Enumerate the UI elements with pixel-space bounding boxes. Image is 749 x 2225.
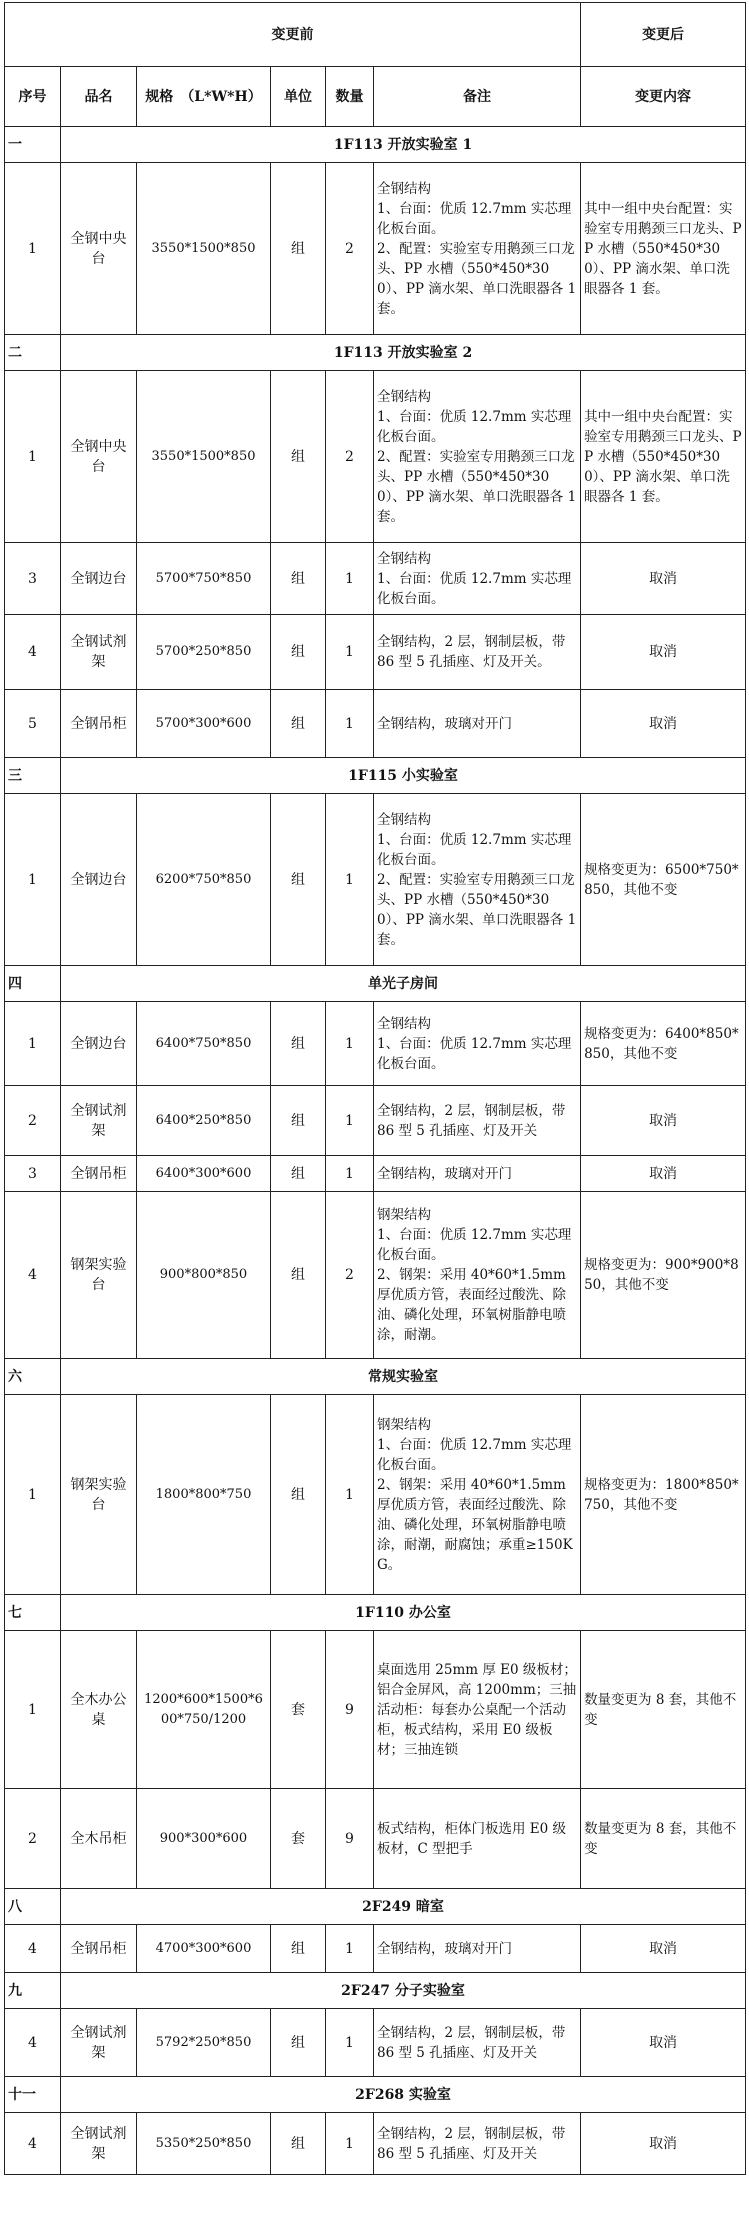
section-header-row [5,1973,746,2009]
item-qty: 1 [326,543,374,615]
item-change: 规格变更为：900*900*850，其他不变 [581,1192,746,1359]
item-unit: 组 [271,1156,326,1192]
section-number: 一 [5,127,61,163]
table-row [5,1925,746,1973]
item-qty: 1 [326,1156,374,1192]
table-row [5,1192,746,1359]
item-qty: 2 [326,1192,374,1359]
item-note: 桌面选用 25mm 厚 E0 级板材；铝合金屏风，高 1200mm；三抽活动柜：每套办公桌配一个活动柜，板式结构，采用 E0 级板材；三抽连锁 [374,1631,581,1789]
table-row [5,690,746,758]
item-change: 取消 [581,690,746,758]
item-unit: 组 [271,2113,326,2175]
item-qty: 1 [326,1002,374,1086]
item-spec: 5700*300*600 [137,690,271,758]
header-after: 变更后 [581,3,746,67]
item-note: 全钢结构，玻璃对开门 [374,1156,581,1192]
item-unit: 组 [271,1395,326,1595]
item-name: 全钢中央台 [61,371,137,543]
item-note: 钢架结构 1、台面：优质 12.7mm 实芯理化板台面。 2、钢架：采用 40*60*1.5mm厚优质方管，表面经过酸洗、除油、磷化处理，环氧树脂静电喷涂，耐潮，耐腐蚀；承重≥150KG。 [374,1395,581,1595]
section-title: 2F247 分子实验室 [61,1973,746,2009]
item-qty: 1 [326,2009,374,2077]
item-spec: 5792*250*850 [137,2009,271,2077]
section-number: 十一 [5,2077,61,2113]
item-unit: 组 [271,794,326,966]
item-qty: 9 [326,1631,374,1789]
item-note: 全钢结构 1、台面：优质 12.7mm 实芯理化板台面。 [374,1002,581,1086]
item-name: 全钢边台 [61,1002,137,1086]
item-name: 全钢中央台 [61,163,137,335]
item-name: 全钢边台 [61,794,137,966]
item-qty: 1 [326,1925,374,1973]
item-qty: 1 [326,690,374,758]
table-row [5,1631,746,1789]
item-unit: 组 [271,2009,326,2077]
header-group-row [5,3,746,67]
item-change: 规格变更为：6400*850*850，其他不变 [581,1002,746,1086]
item-seq: 1 [5,1002,61,1086]
col-unit: 单位 [271,67,326,127]
item-spec: 3550*1500*850 [137,163,271,335]
item-unit: 组 [271,371,326,543]
item-change: 数量变更为 8 套，其他不变 [581,1631,746,1789]
table-row [5,543,746,615]
table-row [5,1086,746,1156]
item-spec: 6400*750*850 [137,1002,271,1086]
table-row [5,2113,746,2175]
col-qty: 数量 [326,67,374,127]
item-seq: 4 [5,2009,61,2077]
item-qty: 9 [326,1789,374,1889]
item-seq: 1 [5,794,61,966]
item-note: 全钢结构，2 层，钢制层板，带 86 型 5 孔插座、灯及开关 [374,2009,581,2077]
section-number: 六 [5,1359,61,1395]
section-header-row [5,1359,746,1395]
item-note: 全钢结构 1、台面：优质 12.7mm 实芯理化板台面。 [374,543,581,615]
section-header-row [5,335,746,371]
item-seq: 1 [5,163,61,335]
item-note: 全钢结构，2 层，钢制层板，带 86 型 5 孔插座、灯及开关 [374,1086,581,1156]
item-note: 全钢结构，2 层，钢制层板，带 86 型 5 孔插座、灯及开关。 [374,615,581,690]
item-seq: 4 [5,615,61,690]
table-row [5,794,746,966]
item-unit: 组 [271,1002,326,1086]
section-number: 三 [5,758,61,794]
item-name: 钢架实验台 [61,1395,137,1595]
item-change: 取消 [581,2113,746,2175]
section-header-row [5,966,746,1002]
item-qty: 1 [326,2113,374,2175]
item-name: 全钢吊柜 [61,690,137,758]
table-row [5,2009,746,2077]
item-seq: 4 [5,1925,61,1973]
table-row [5,1789,746,1889]
item-spec: 6400*250*850 [137,1086,271,1156]
section-title: 1F115 小实验室 [61,758,746,794]
item-spec: 3550*1500*850 [137,371,271,543]
section-number: 七 [5,1595,61,1631]
section-title: 2F268 实验室 [61,2077,746,2113]
item-spec: 5700*750*850 [137,543,271,615]
item-unit: 组 [271,1192,326,1359]
item-seq: 3 [5,543,61,615]
section-title: 2F249 暗室 [61,1889,746,1925]
section-title: 单光子房间 [61,966,746,1002]
table-row [5,163,746,335]
header-before: 变更前 [5,3,581,67]
col-name: 品名 [61,67,137,127]
section-header-row [5,1595,746,1631]
item-unit: 组 [271,163,326,335]
table-row [5,1156,746,1192]
item-spec: 4700*300*600 [137,1925,271,1973]
item-change: 取消 [581,2009,746,2077]
item-change: 其中一组中央台配置：实验室专用鹅颈三口龙头、PP 水槽（550*450*300）、PP 滴水架、单口洗眼器各 1 套。 [581,163,746,335]
item-name: 全钢试剂架 [61,1086,137,1156]
item-qty: 2 [326,371,374,543]
item-change: 取消 [581,543,746,615]
item-change: 取消 [581,1086,746,1156]
item-change: 取消 [581,615,746,690]
item-spec: 5700*250*850 [137,615,271,690]
section-header-row [5,2077,746,2113]
item-name: 全钢试剂架 [61,615,137,690]
section-header-row [5,127,746,163]
item-change: 数量变更为 8 套，其他不变 [581,1789,746,1889]
table-row [5,371,746,543]
item-name: 全钢吊柜 [61,1925,137,1973]
col-seq: 序号 [5,67,61,127]
section-title: 1F113 开放实验室 1 [61,127,746,163]
item-unit: 组 [271,615,326,690]
item-seq: 4 [5,2113,61,2175]
item-spec: 900*300*600 [137,1789,271,1889]
item-qty: 1 [326,615,374,690]
section-number: 四 [5,966,61,1002]
table-row [5,615,746,690]
item-seq: 1 [5,371,61,543]
item-spec: 6400*300*600 [137,1156,271,1192]
item-name: 全木办公桌 [61,1631,137,1789]
item-note: 全钢结构 1、台面：优质 12.7mm 实芯理化板台面。 2、配置：实验室专用鹅颈三口龙头、PP 水槽（550*450*300）、PP 滴水架、单口洗眼器各 1 套。 [374,163,581,335]
item-unit: 套 [271,1789,326,1889]
item-name: 钢架实验台 [61,1192,137,1359]
item-note: 板式结构，柜体门板选用 E0 级板材，C 型把手 [374,1789,581,1889]
item-name: 全钢吊柜 [61,1156,137,1192]
item-change: 规格变更为：6500*750*850，其他不变 [581,794,746,966]
section-number: 九 [5,1973,61,2009]
section-header-row [5,1889,746,1925]
item-note: 全钢结构 1、台面：优质 12.7mm 实芯理化板台面。 2、配置：实验室专用鹅颈三口龙头、PP 水槽（550*450*300）、PP 滴水架、单口洗眼器各 1 套。 [374,371,581,543]
item-unit: 组 [271,543,326,615]
item-name: 全钢试剂架 [61,2009,137,2077]
item-note: 钢架结构 1、台面：优质 12.7mm 实芯理化板台面。 2、钢架：采用 40*60*1.5mm厚优质方管，表面经过酸洗、除油、磷化处理，环氧树脂静电喷涂，耐潮。 [374,1192,581,1359]
item-name: 全钢试剂架 [61,2113,137,2175]
item-unit: 组 [271,1086,326,1156]
section-title: 常规实验室 [61,1359,746,1395]
item-seq: 1 [5,1395,61,1595]
item-change: 取消 [581,1156,746,1192]
item-qty: 1 [326,1086,374,1156]
item-spec: 1800*800*750 [137,1395,271,1595]
column-header-row [5,67,746,127]
item-unit: 组 [271,1925,326,1973]
item-name: 全钢边台 [61,543,137,615]
item-spec: 900*800*850 [137,1192,271,1359]
section-number: 二 [5,335,61,371]
item-change: 规格变更为：1800*850*750，其他不变 [581,1395,746,1595]
item-qty: 1 [326,794,374,966]
item-name: 全木吊柜 [61,1789,137,1889]
item-unit: 套 [271,1631,326,1789]
item-seq: 2 [5,1086,61,1156]
item-qty: 2 [326,163,374,335]
table-row [5,1002,746,1086]
item-unit: 组 [271,690,326,758]
item-note: 全钢结构，玻璃对开门 [374,1925,581,1973]
item-qty: 1 [326,1395,374,1595]
item-note: 全钢结构 1、台面：优质 12.7mm 实芯理化板台面。 2、配置：实验室专用鹅颈三口龙头、PP 水槽（550*450*300）、PP 滴水架、单口洗眼器各 1 套。 [374,794,581,966]
item-spec: 1200*600*1500*600*750/1200 [137,1631,271,1789]
table-row [5,1395,746,1595]
section-title: 1F110 办公室 [61,1595,746,1631]
item-seq: 4 [5,1192,61,1359]
col-note: 备注 [374,67,581,127]
item-spec: 6200*750*850 [137,794,271,966]
section-title: 1F113 开放实验室 2 [61,335,746,371]
item-seq: 3 [5,1156,61,1192]
item-seq: 1 [5,1631,61,1789]
item-note: 全钢结构，玻璃对开门 [374,690,581,758]
item-seq: 2 [5,1789,61,1889]
section-number: 八 [5,1889,61,1925]
col-change: 变更内容 [581,67,746,127]
change-table-container [4,2,746,2175]
item-spec: 5350*250*850 [137,2113,271,2175]
section-header-row [5,758,746,794]
col-spec: 规格 （L*W*H） [137,67,271,127]
change-comparison-table [4,2,746,2175]
item-seq: 5 [5,690,61,758]
item-note: 全钢结构，2 层，钢制层板，带 86 型 5 孔插座、灯及开关 [374,2113,581,2175]
item-change: 取消 [581,1925,746,1973]
item-change: 其中一组中央台配置：实验室专用鹅颈三口龙头、PP 水槽（550*450*300）、PP 滴水架、单口洗眼器各 1 套。 [581,371,746,543]
